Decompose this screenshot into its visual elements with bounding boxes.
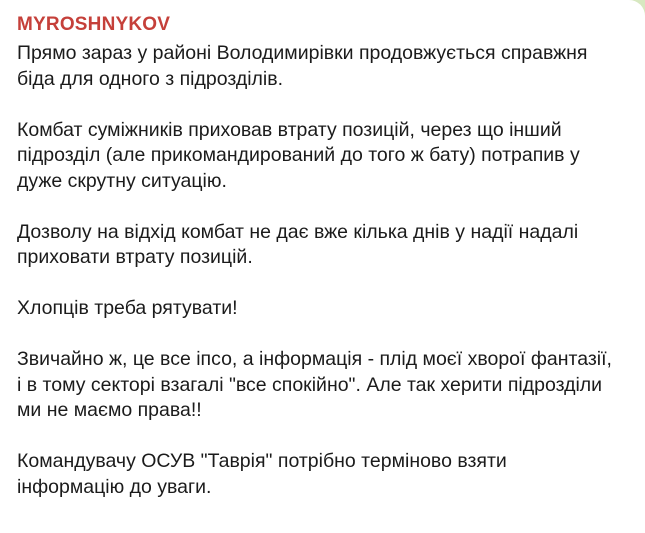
message-line: Звичайно ж, це все іпсо, а інформація - плід моєї хворої фантазії, bbox=[17, 348, 612, 370]
message-line: Дозволу на відхід комбат не дає вже кілька днів у надії надалі bbox=[17, 220, 579, 243]
message-paragraph bbox=[17, 220, 629, 271]
message-line: інформацію до уваги. bbox=[17, 475, 212, 498]
message-line: дуже скрутну ситуацію. bbox=[17, 169, 227, 192]
message-line: ми не маємо права!! bbox=[17, 399, 202, 421]
message-line: Прямо зараз у районі Володимирівки продовжується справжня bbox=[17, 42, 588, 64]
message-paragraph bbox=[17, 296, 629, 322]
message-line: Командувачу ОСУВ "Таврія" потрібно терміново взяти bbox=[17, 450, 507, 472]
message-line: приховати втрату позицій. bbox=[17, 246, 253, 268]
message-line: біда для одного з підрозділів. bbox=[17, 67, 284, 90]
message-text bbox=[17, 41, 629, 500]
sender-name[interactable]: MYROSHNYKOV bbox=[17, 14, 171, 35]
message-paragraph bbox=[17, 449, 629, 500]
message-paragraph bbox=[17, 118, 629, 195]
message-line: підрозділ (але прикомандирований до того ж бату) потрапив у bbox=[17, 144, 580, 166]
message-paragraph bbox=[17, 347, 629, 424]
message-paragraph bbox=[17, 41, 629, 92]
message-line: Комбат суміжників приховав втрату позицій, через що інший bbox=[17, 118, 562, 141]
message-line: і в тому секторі взагалі "все спокійно". Але так херити підрозділи bbox=[17, 373, 603, 396]
message-line: Хлопців треба рятувати! bbox=[17, 297, 238, 319]
